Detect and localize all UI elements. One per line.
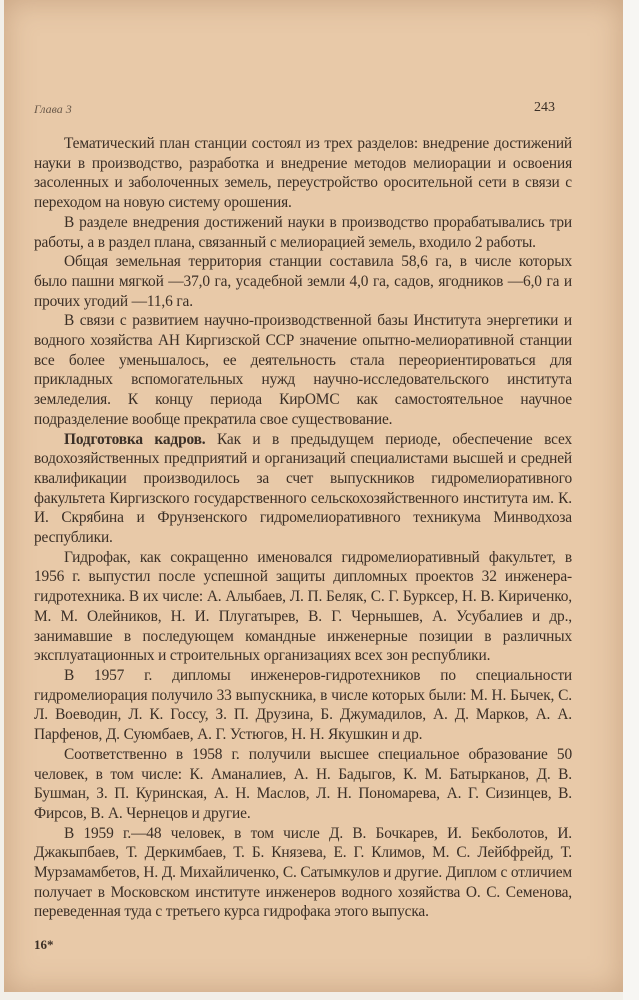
paragraph	[34, 666, 572, 745]
paragraph	[34, 430, 572, 548]
running-header	[34, 100, 555, 120]
paragraph-text: В 1957 г. дипломы инженеров-гидротехников по специальности гидромелиорация получило 33 выпускника, в числе которых были: М. Н. Бычек, С. Л. Воеводин, Л. К. Госсу, З. П. Друзина, Б. Джумадилов, А. Д. Марков, А. А. Парфенов, Д. Суюмбаев, А. Г. Устюгов, Н. Н. Якушкин и др.	[34, 666, 572, 744]
body-text	[34, 134, 572, 922]
paragraph	[34, 745, 572, 824]
paragraph-text: Общая земельная территория станции составила 58,6 га, в числе которых было пашни мягкой —37,0 га, усадебной земли 4,0 га, садов, ягодников —6,0 га и прочих угодий —11,6 га.	[34, 253, 572, 310]
book-page	[4, 0, 623, 992]
paragraph-text: Тематический план станции состоял из трех разделов: внедрение достижений науки в производство, разработка и внедрение методов мелиорации и освоения засоленных и заболоченных земель, переустройство оросительной сети в связи с переходом на новую систему орошения.	[34, 135, 572, 212]
paragraph-text: В 1959 г.—48 человек, в том числе Д. В. Бочкарев, И. Бекболотов, И. Джакыпбаев, Т. Деркимбаев, Т. Б. Князева, Е. Г. Климов, М. С. Лейбфрейд, Т. Мурзамамбетов, Н. Д. Михайличенко, С. Сатымкулов и другие. Диплом с отличием получает в Московском институте инженеров водного хозяйства О. С. Семенова, переведенная туда с третьего курса гидрофака этого выпуска.	[34, 824, 572, 921]
paragraph	[34, 311, 572, 429]
paragraph	[34, 213, 572, 252]
paragraph	[34, 134, 572, 213]
paragraph-text: Как и в предыдущем периоде, обеспечение всех водохозяйственных предприятий и организаций специалистами высшей и средней квалификации производилось за счет выпускников гидромелиоративного факультета Киргизского государственного сельскохозяйственного института им. К. И. Скрябина и Фрунзенского гидромелиоративного техникума Минводхоза республики.	[34, 430, 572, 547]
printer-signature: 16*	[34, 937, 54, 952]
chapter-title: Глава 3	[34, 102, 72, 116]
paragraph-text: В разделе внедрения достижений науки в производство прорабатывались три работы, а в раздел плана, связанный с мелиорацией земель, входило 2 работы.	[34, 213, 572, 251]
paragraph-text: Гидрофак, как сокращенно именовался гидромелиоративный факультет, в 1956 г. выпустил после успешной защиты дипломных проектов 32 инженера-гидротехника. В их числе: А. Алыбаев, Л. П. Беляк, С. Г. Бурксер, Н. В. Кириченко, М. М. Олейников, Н. И. Плугатырев, В. Г. Чернышев, А. Усубалиев и др., занимавшие в последующем командные инженерные позиции в различных эксплуатационных и строительных организациях всех зон республики.	[34, 548, 572, 665]
section-heading: Подготовка кадров.	[64, 430, 206, 448]
scan-margin	[623, 0, 639, 1000]
paragraph	[34, 824, 572, 923]
paragraph-text: Соответственно в 1958 г. получили высшее специальное образование 50 человек, в том числе: К. Аманалиев, А. Н. Бадыгов, К. М. Батырканов, Д. В. Бушман, З. П. Куринская, А. Н. Маслов, Л. Н. Пономарева, А. Г. Сизинцев, В. Фирсов, В. А. Чернецов и другие.	[34, 745, 572, 822]
page-number: 243	[534, 100, 555, 115]
paragraph	[34, 548, 572, 666]
paragraph-text: В связи с развитием научно-производственной базы Института энергетики и водного хозяйства АН Киргизской ССР значение опытно-мелиоративной станции все более уменьшалось, ее деятельность стала переориентироваться для прикладных вспомогательных нужд научно-исследовательского института земледелия. К концу периода КирОМС как самостоятельное научное подразделение вообще прекратила свое существование.	[34, 312, 572, 428]
paragraph	[34, 252, 572, 311]
